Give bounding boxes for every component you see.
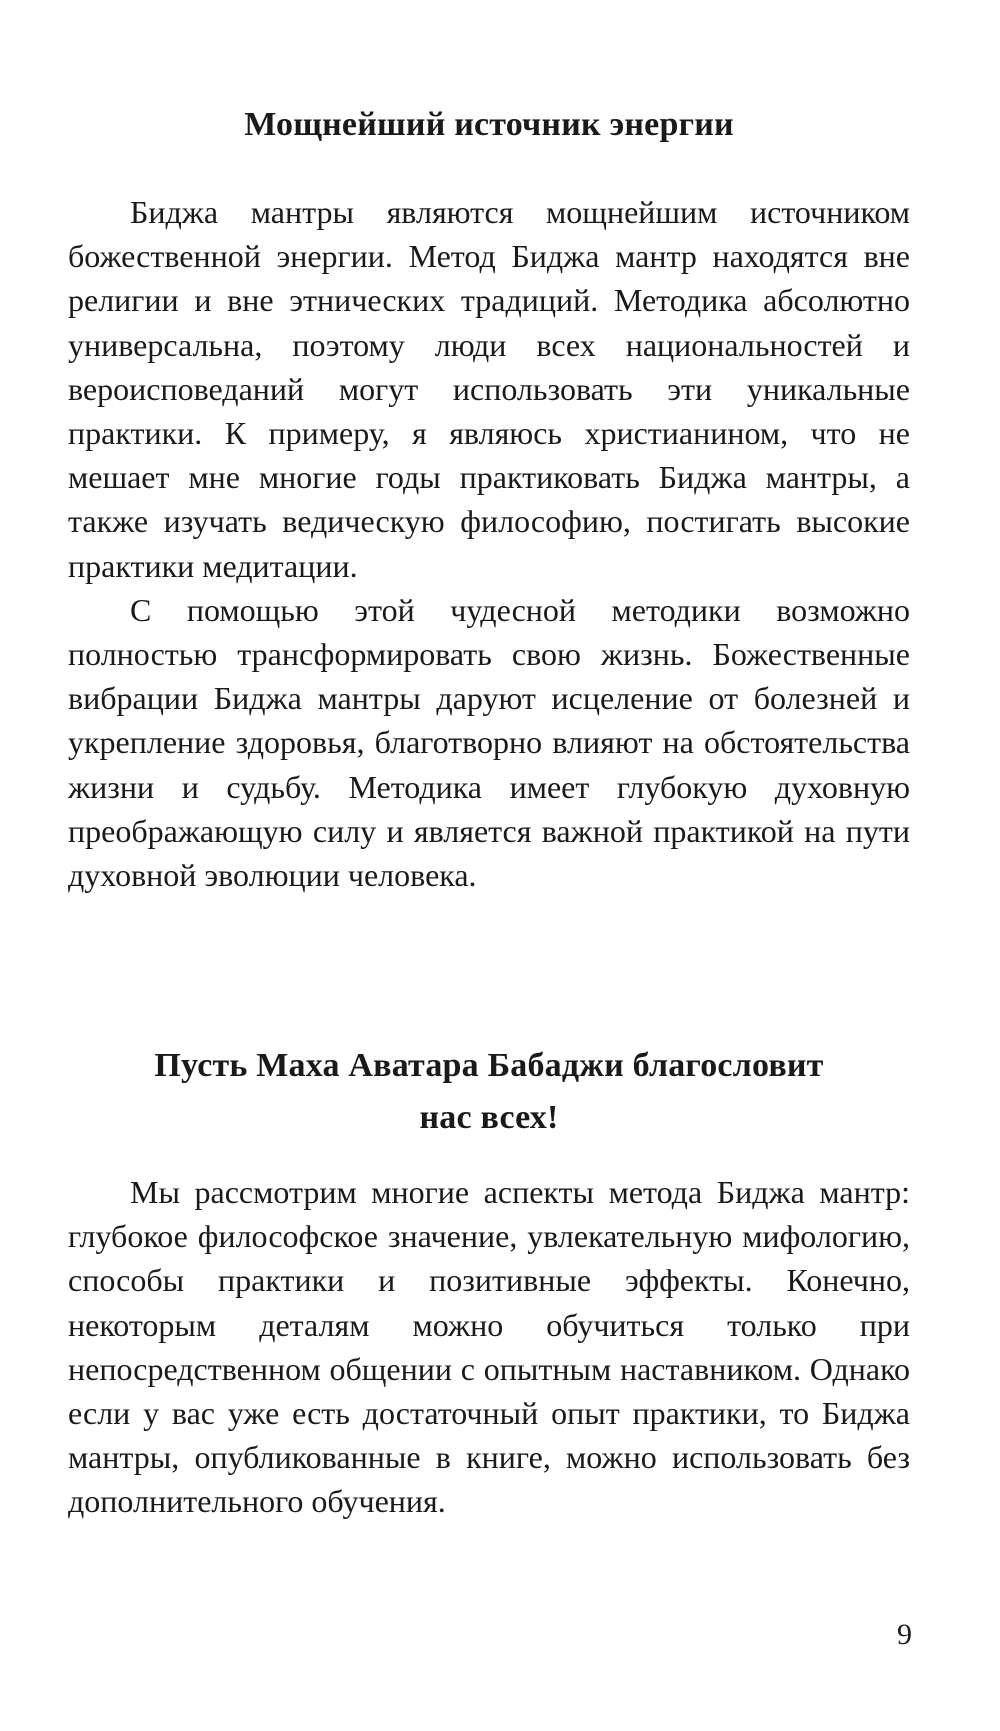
page-number: 9 xyxy=(897,1618,912,1651)
paragraph: Мы рассмотрим многие аспекты метода Биджа мантр: глубокое философское значение, увлекательную мифологию, способы практики и позитивные эффекты. Конечно, некоторым деталям можно обучиться только при непосредственном общении с опытным наставником. Однако если у вас уже есть достаточный опыт практики, то Биджа мантры, опубликованные в книге, можно использовать без дополнительного обучения. xyxy=(68,1174,910,1520)
blessing-heading-line: Пусть Маха Аватара Бабаджи благословит xyxy=(154,1047,824,1084)
paragraph: С помощью этой чудесной методики возможно полностью трансформировать свою жизнь. Божественные вибрации Биджа мантры даруют исцеление от болезней и укрепление здоровья, благотворно влияют на обстоятельства жизни и судьбу. Методика имеет глубокую духовную преображающую силу и является важной практикой на пути духовной эволюции человека. xyxy=(68,591,910,894)
paragraph: Биджа мантры являются мощнейшим источником божественной энергии. Метод Биджа мантр находятся вне религии и вне этнических традиций. Методика абсолютно универсальна, поэтому люди всех национальностей и вероисповеданий могут использовать эти уникальные практики. К примеру, я являюсь христианином, что не мешает мне многие годы практиковать Биджа мантры, а также изучать ведическую философию, постигать высокие практики медитации. xyxy=(68,194,910,584)
text-block-aspects xyxy=(68,1170,910,1524)
section-heading: Мощнейший источник энергии xyxy=(244,106,734,143)
text-block-energy xyxy=(68,190,910,897)
blessing-heading-line: нас всех! xyxy=(419,1099,559,1136)
blessing-heading xyxy=(68,1040,910,1144)
